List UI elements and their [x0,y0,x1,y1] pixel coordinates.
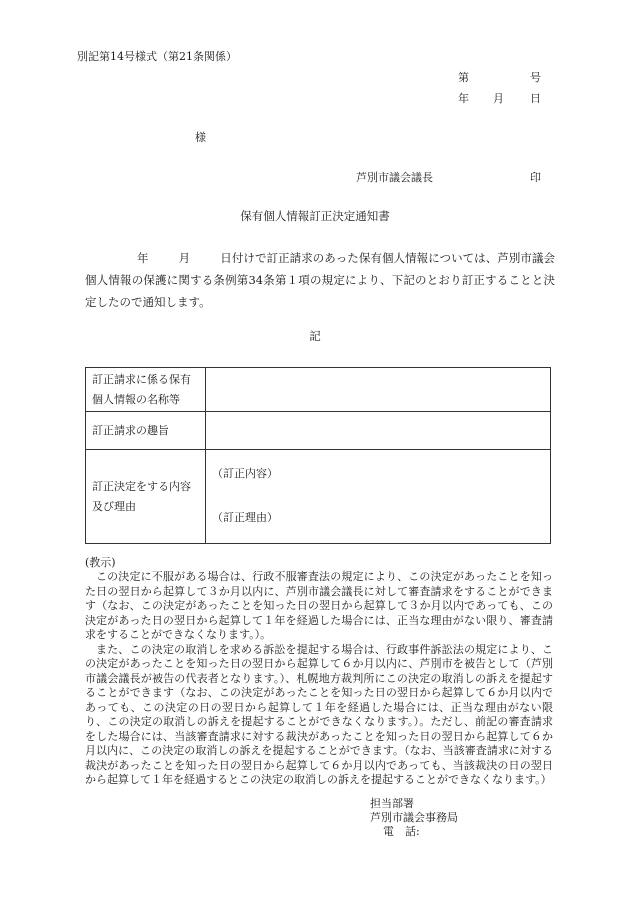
contact-dept-label: 担当部署 [370,797,414,810]
label-line: 訂正請求に係る保有 [92,372,191,386]
label-line: 訂正決定をする内容 [92,479,191,493]
section-marker-ki: 記 [309,329,321,343]
intro-paragraph [85,247,555,313]
date-day-label: 日 [530,92,541,105]
notice-body [85,570,553,788]
row-label-info-name [86,368,206,412]
notice-paragraph-review: この決定に不服がある場合は、行政不服審査法の規定により、この決定があったことを知った日の翌日から起算して３か月以内に、芦別市議会議長に対して審査請求をすることができます（なお、この決定があったことを知った日の翌日から起算して３か月以内であっても、この決定があった日の翌日から起算して１年を経過した場合には、正当な理由がない限り、審査請求をすることができなくなります。）。 [85,570,553,641]
sender-name: 芦別市議会議長 [356,171,433,184]
notice-heading: (教示) [85,556,116,569]
date-year-label: 年 [458,92,469,105]
table-row [86,450,551,544]
intro-year-label: 年 [137,251,149,265]
form-identifier: 別記第14号様式（第21条関係） [77,50,237,63]
notice-paragraph-lawsuit: また、この決定の取消しを求める訴訟を提起する場合は、行政事件訴訟法の規定により、この決定があったことを知った日の翌日から起算して６か月以内に、芦別市を被告として（芦別市議会議長が被告の代表者となります。）、札幌地方裁判所にこの決定の取消しの訴えを提起することができます（なお、この決定があったことを知った日の翌日から起算して６か月以内であっても、この決定の日の翌日から起算して１年を経過した場合には、正当な理由がない限り、この決定の取消しの訴えを提起することができなくなります。）。ただし、前記の審査請求をした場合には、当該審査請求に対する裁決があったことを知った日の翌日から起算して６か月以内に、この決定の取消しの訴えを提起することができます。（なお、当該審査請求に対する裁決があったことを知った日の翌日から起算して６か月以内であっても、当該裁決の日の翌日から起算して１年を経過するとこの決定の取消しの訴えを提起することができなくなります。） [85,642,553,786]
row-value-info-name [206,368,551,412]
date-month-label: 月 [493,92,504,105]
contact-dept-name: 芦別市議会事務局 [370,811,458,824]
intro-text: 日付けで訂正請求のあった保有個人情報については、芦別市議会個人情報の保護に関する条例第34条第１項の規定により、下記のとおり訂正することと決定したので通知します。 [85,251,556,309]
label-line: 及び理由 [92,499,136,513]
row-value-request-purpose [206,412,551,450]
table-row [86,368,551,412]
correction-details-table [85,367,551,544]
row-label-decision-content [86,450,206,544]
document-number-suffix: 号 [530,71,541,84]
table-row [86,412,551,450]
row-value-decision-content [206,450,551,544]
label-line: 個人情報の名称等 [92,392,180,406]
document-number-prefix: 第 [458,71,469,84]
row-label-request-purpose: 訂正請求の趣旨 [86,412,206,450]
contact-phone-label: 電 話: [383,825,420,838]
document-title: 保有個人情報訂正決定通知書 [240,209,390,223]
addressee-honorific: 様 [195,131,206,144]
seal-mark: 印 [530,171,541,184]
intro-month-label: 月 [178,251,191,265]
correction-content-label: （訂正内容） [212,466,278,480]
correction-reason-label: （訂正理由） [212,510,278,524]
